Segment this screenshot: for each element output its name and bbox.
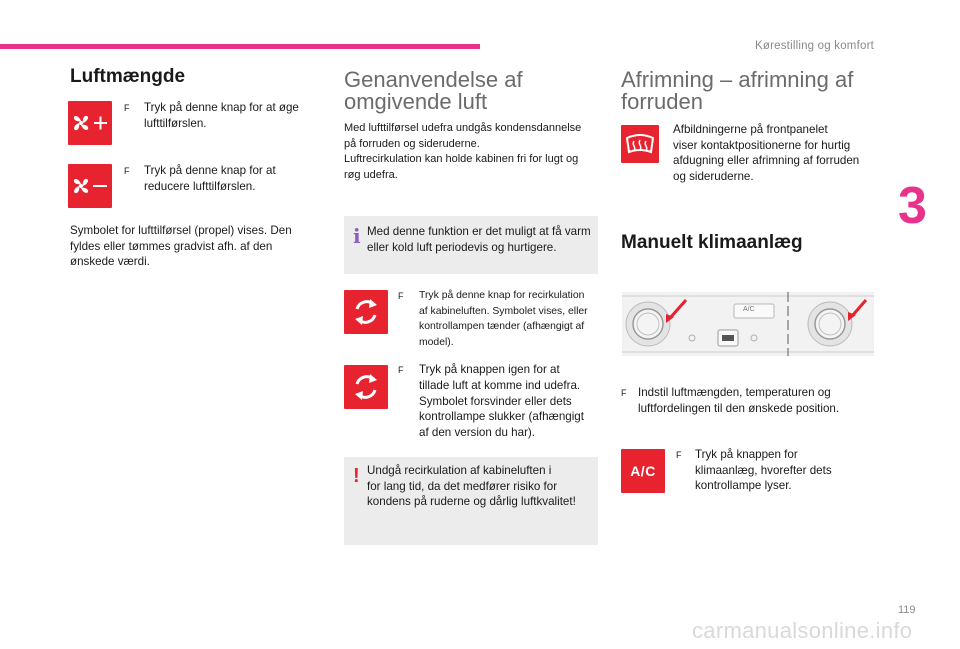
- defrost-text: Afbildningerne på frontpanelet viser kontaktpositionerne for hurtig afdugning eller afrimning af forruden og sideruderne.: [673, 123, 860, 183]
- climate-panel-illustration: [622, 292, 874, 356]
- bullet-marker: F: [124, 103, 130, 113]
- bullet-marker: F: [621, 388, 627, 398]
- section-title-defrost: Afrimning – afrimning af forruden: [621, 67, 854, 114]
- warning-icon: !: [353, 465, 360, 487]
- recirculation-intro: Med lufttilførsel udefra undgås kondensdannelse på forruden og sideruderne. Luftrecirkulation kan holde kabinen fri for lugt og røg udefra.: [344, 122, 582, 181]
- recirculation-on-text: Tryk på denne knap for recirkulation af kabineluften. Symbolet vises, eller kontrollampen tænder (afhængigt af model).: [419, 290, 588, 348]
- fan-symbol-paragraph: Symbolet for lufttilførsel (propel) vises. Den fyldes eller tømmes gradvist afh. af den ønskede værdi.: [70, 224, 292, 269]
- fan-plus-icon: [68, 101, 112, 145]
- info-icon: i: [353, 224, 361, 248]
- info-text: Med denne funktion er det muligt at få varm eller kold luft periodevis og hurtigere.: [367, 225, 591, 254]
- warning-box: [344, 457, 598, 545]
- running-head: Kørestilling og komfort: [755, 40, 874, 52]
- recirculation-icon: [344, 365, 388, 409]
- bullet-marker: F: [398, 365, 404, 375]
- recirculation-icon: [344, 290, 388, 334]
- fan-decrease-text: Tryk på denne knap for at reducere lufttilførslen.: [144, 164, 276, 193]
- info-box: [344, 216, 598, 274]
- panel-ac-label: A/C: [743, 306, 755, 313]
- chapter-number: 3: [898, 177, 927, 235]
- bullet-marker: F: [398, 291, 404, 301]
- bullet-marker: F: [124, 166, 130, 176]
- page-number: 119: [898, 604, 916, 616]
- watermark: carmanualsonline.info: [692, 618, 913, 643]
- fan-minus-icon: [68, 164, 112, 208]
- ac-button-icon: A/C: [621, 449, 665, 493]
- section-title-manual-climate: Manuelt klimaanlæg: [621, 232, 803, 253]
- set-controls-text: Indstil luftmængden, temperaturen og luftfordelingen til den ønskede position.: [638, 386, 840, 415]
- section-title-air-flow: Luftmængde: [70, 66, 186, 87]
- fan-increase-text: Tryk på denne knap for at øge lufttilførslen.: [144, 101, 299, 130]
- bullet-marker: F: [676, 450, 682, 460]
- windscreen-defrost-icon: [621, 125, 659, 163]
- section-title-recirculation: Genanvendelse af omgivende luft: [344, 67, 523, 114]
- ac-text: Tryk på knappen for klimaanlæg, hvorefter dets kontrollampe lyser.: [695, 448, 832, 493]
- header-accent-bar: [0, 44, 480, 49]
- recirculation-off-text: Tryk på knappen igen for at tillade luft at komme ind udefra. Symbolet forsvinder eller dets kontrollampe slukker (afhængigt af den version du har).: [419, 363, 584, 440]
- warning-text: Undgå recirkulation af kabineluften i for lang tid, da det medfører risiko for kondens på ruderne og dårlig luftkvalitet!: [367, 464, 576, 509]
